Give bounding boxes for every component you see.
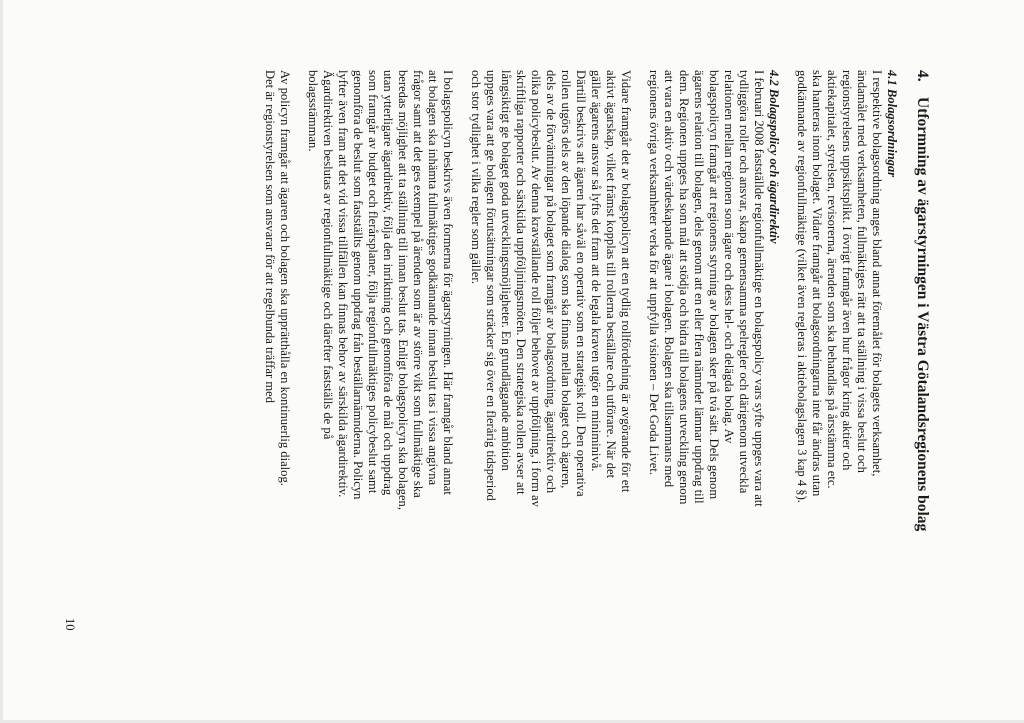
text-line: ägarens relation till bolagen, dels genom att en eller flera nämnder lämnar uppdrag till (692, 70, 706, 504)
text-line: regionens övriga verksamheter verka för att uppfylla visionen – Det Goda Livet. (647, 70, 661, 475)
text-line: bolagspolicyn framgår att regionens styrning av bolagen sker på två sätt. Dels genom (707, 70, 721, 500)
text-line: bolagsstämman. (306, 70, 320, 152)
text-line: godkännande av regionfullmäktige (vilket även regleras i aktiebolagslagen 3 kap 4 §). (795, 70, 809, 503)
text-line: ändamålet med verksamheten, fullmäktiges rätt att ta ställning i vissa beslut och (855, 70, 869, 473)
text-line: att vara en aktiv och värdeskapande ägare i bolagen. Bolagen ska tillsammans med (662, 70, 676, 488)
subsection-4-2 (262, 70, 781, 660)
text-line: som framgår av budget och flerårsplaner, följa regionfullmäktiges policybeslut samt (366, 70, 380, 494)
section-heading (912, 70, 932, 660)
text-line: aktiekapitalet, styrelsen, revisorerna, ärenden som ska behandlas på årsstämma etc. (825, 70, 839, 489)
text-line: ska hanteras inom bolaget. Vidare framgår att bolagsordningarna inte får ändras utan (810, 70, 824, 497)
text-line: frågor samt att det ges exempel på ärenden som är av större vikt som fullmäktige ska (411, 70, 425, 498)
subsection-heading: 4.2 Bolagspolicy och ägardirektiv (767, 70, 781, 244)
paragraph (646, 70, 766, 660)
text-line: beredas möjlighet att ta ställning till innan beslut tas. Enligt bolagspolicyn ska bolagen, (396, 70, 410, 511)
text-line: uppges vara att ge bolagen förutsättningar som sträcker sig över en flerårig tidsperiod (484, 70, 498, 501)
text-line: dels av de förväntningar på bolaget som framgår av bolagsordning, ägardirektiv och (544, 70, 558, 494)
text-line: att bolagen ska inhämta fullmäktiges godkännande innan beslut tas i vissa angivna (426, 70, 440, 486)
page-number: 10 (63, 618, 77, 631)
text-line: regionstyrelsens uppsiktsplikt. I övrigt framgår även hur frågor kring aktier och (840, 70, 854, 471)
text-line: Därtill beskrivs att ägaren har såväl en operativ som en strategisk roll. Den operativa (574, 70, 588, 497)
page-content (262, 70, 932, 660)
text-line: aktivt ägarskap, vilket främst kopplas till rollerna beställare och utförare. När det (604, 70, 618, 479)
text-line: rollen utgörs dels av den löpande dialog som ska finnas mellan bolaget och ägaren, (559, 70, 573, 489)
text-line: långsiktigt ge bolaget goda utvecklingsmöjligheter. En grundläggande ambition (499, 70, 513, 471)
text-line: Det är regionstyrelsen som ansvarar för att regelbunda träffar med (263, 70, 277, 404)
section-title: Utformning av ägarstyrningen i Västra Götalandsregionens bolag (914, 97, 931, 532)
subsection-heading: 4.1 Bolagsordningar (885, 70, 899, 178)
subsection-4-1 (794, 70, 899, 660)
section-number: 4. (914, 70, 931, 82)
text-line: genomföra de beslut som fastställts genom uppdrag från beställarnämnderna. Policyn (351, 70, 365, 500)
text-line: I bolagspolicyn beskrivs även formerna för ägarstyrningen. Här framgår bland annat (441, 70, 455, 495)
text-line: Vidare framgår det av bolagspolicyn att en tydlig rollfördelning är avgörande för ett (619, 70, 633, 493)
text-line: lyfter även fram att det vid vissa tillfällen kan finnas behov av särskilda ägardirektiv. (336, 70, 350, 498)
paragraph (305, 70, 455, 660)
text-line: skriftliga rapporter och särskilda uppföljningsmöten. Den strategiska rollen avser att (514, 70, 528, 495)
text-line: olika policybeslut. Av denna kravställande roll följer behovet av uppföljning, i form av (529, 70, 543, 507)
paragraph (468, 70, 633, 660)
spacer (899, 70, 905, 660)
text-line: gäller ägarens ansvar så lyfts det fram att de legala kraven utgör en miniminivå. (589, 70, 603, 472)
text-line: I februari 2008 fastställde regionfullmäktige en bolagspolicy vars syfte uppges vara att (752, 70, 766, 507)
text-line: relationen mellan regionen som ägare och dess hel- och delägda bolag. Av (722, 70, 736, 444)
text-line: I respektive bolagsordning anges bland annat föremålet för bolagets verksamhet, (870, 70, 884, 477)
text-line: Ägardirektiven beslutas av regionfullmäktige och därefter fastställs de på (321, 70, 335, 440)
paragraph (794, 70, 884, 660)
text-line: utan ytterligare ägardirektiv, följa den inriktning och genomföra de mål och uppdrag (381, 70, 395, 496)
text-line: dem. Regionen uppges ha som mål att stödja och bidra till bolagens utveckling genom (677, 70, 691, 505)
paragraph (262, 70, 292, 660)
text-line: Av policyn framgår att ägaren och bolagen ska upprätthålla en kontinuerlig dialog. (278, 70, 292, 486)
text-line: tydliggöra roller och ansvar, skapa gemensamma spelregler och därigenom utveckla (737, 70, 751, 494)
text-line: och stor tydlighet i vilka regler som gäller. (469, 70, 483, 285)
